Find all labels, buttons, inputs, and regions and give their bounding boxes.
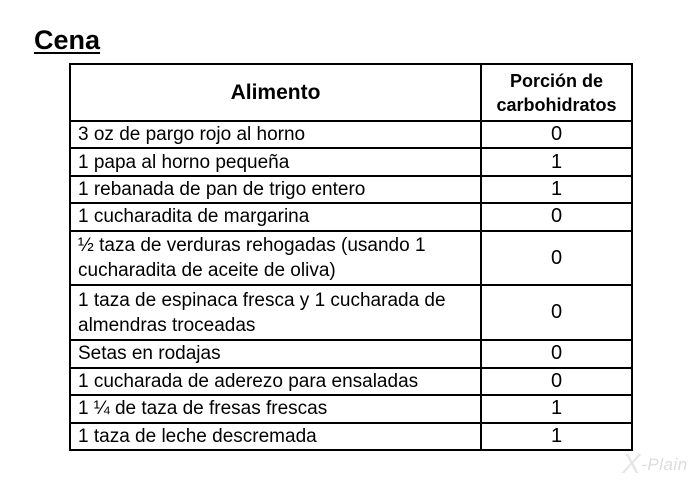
table-row: [70, 285, 632, 340]
table-header-row: [70, 64, 632, 121]
food-cell: Setas en rodajas: [70, 340, 481, 367]
column-header-food: Alimento: [70, 64, 481, 121]
logo-text: -Plain: [641, 455, 688, 474]
table-row: [70, 121, 632, 148]
carb-cell: 0: [481, 368, 632, 395]
carbohydrate-table: [69, 63, 633, 451]
carb-cell: 0: [481, 231, 632, 286]
table-row: [70, 368, 632, 395]
carb-cell: 0: [481, 203, 632, 230]
logo-mark: X: [622, 448, 642, 479]
food-cell: 1 cucharadita de margarina: [70, 203, 481, 230]
food-cell: 1 ¼ de taza de fresas frescas: [70, 395, 481, 422]
page-title: Cena: [34, 25, 101, 55]
carb-cell: 1: [481, 176, 632, 203]
carb-cell: 0: [481, 285, 632, 340]
food-cell: 1 papa al horno pequeña: [70, 148, 481, 175]
column-header-carbs: Porción de carbohidratos: [481, 64, 632, 121]
table-row: [70, 423, 632, 451]
carb-cell: 1: [481, 148, 632, 175]
table-row: [70, 340, 632, 367]
carb-cell: 1: [481, 423, 632, 451]
table-row: [70, 176, 632, 203]
food-cell: 1 cucharada de aderezo para ensaladas: [70, 368, 481, 395]
table-row: [70, 203, 632, 230]
carb-cell: 0: [481, 121, 632, 148]
food-cell: 1 taza de espinaca fresca y 1 cucharada de almendras troceadas: [70, 285, 481, 340]
table-row: [70, 148, 632, 175]
carb-cell: 0: [481, 340, 632, 367]
carb-cell: 1: [481, 395, 632, 422]
food-cell: 1 rebanada de pan de trigo entero: [70, 176, 481, 203]
food-cell: 1 taza de leche descremada: [70, 423, 481, 451]
table-row: [70, 231, 632, 286]
food-cell: 3 oz de pargo rojo al horno: [70, 121, 481, 148]
table-row: [70, 395, 632, 422]
food-cell: ½ taza de verduras rehogadas (usando 1 cucharadita de aceite de oliva): [70, 231, 481, 286]
xplain-logo: [622, 448, 688, 480]
